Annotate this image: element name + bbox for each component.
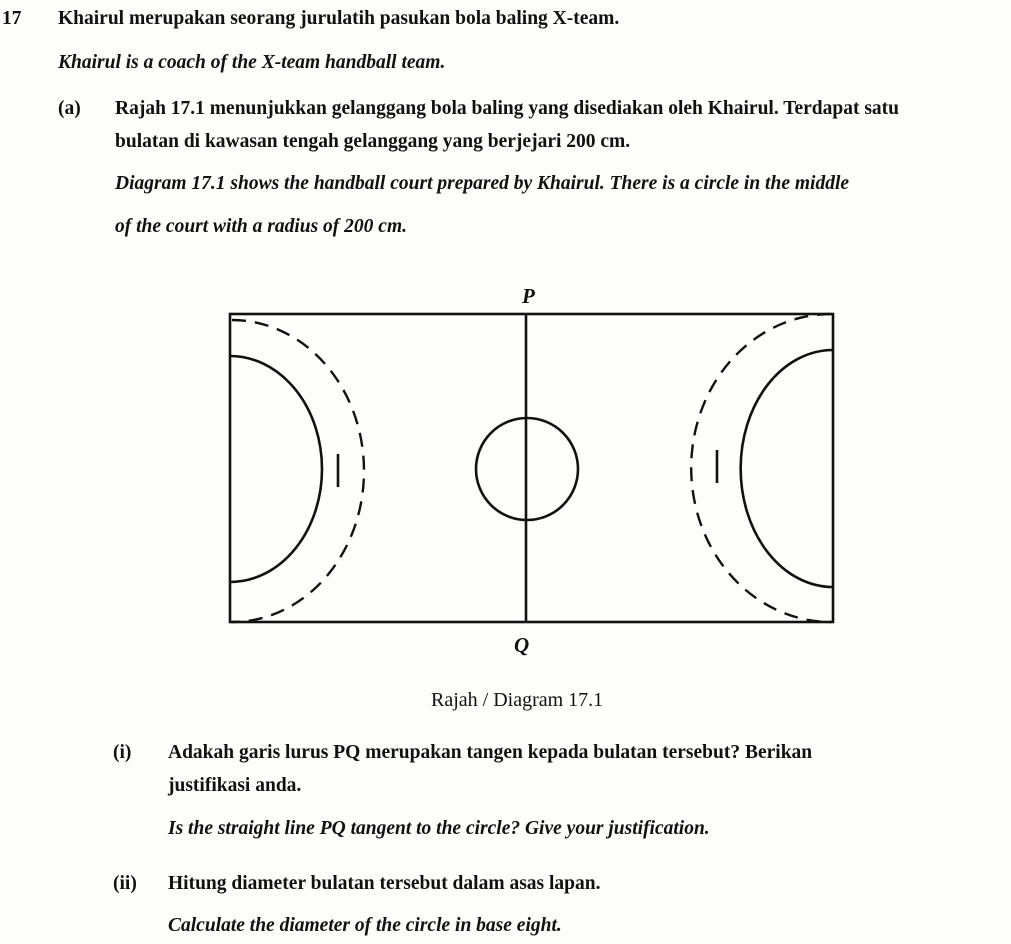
- part-i-malay-line-1: Adakah garis lurus PQ merupakan tangen kepada bulatan tersebut? Berikan: [168, 742, 813, 763]
- left-free-throw-line: [232, 320, 364, 622]
- question-number: 17: [2, 8, 22, 29]
- part-i-label: (i): [113, 742, 132, 763]
- left-goal-area-arc: [230, 356, 322, 582]
- part-ii-malay: Hitung diameter bulatan tersebut dalam asas lapan.: [168, 873, 601, 894]
- part-a-malay-line-2: bulatan di kawasan tengah gelanggang yang berjejari 200 cm.: [115, 131, 631, 152]
- point-label-q: Q: [514, 633, 530, 657]
- part-a-english-line-1: Diagram 17.1 shows the handball court prepared by Khairul. There is a circle in the middle: [115, 173, 850, 194]
- question-stem-english: Khairul is a coach of the X-team handball team.: [58, 52, 446, 73]
- part-i-english: Is the straight line PQ tangent to the circle? Give your justification.: [168, 818, 710, 839]
- part-a-malay-line-1: Rajah 17.1 menunjukkan gelanggang bola baling yang disediakan oleh Khairul. Terdapat satu: [115, 98, 900, 119]
- part-i-malay-line-2: justifikasi anda.: [168, 775, 302, 796]
- part-ii-english: Calculate the diameter of the circle in base eight.: [168, 915, 562, 936]
- point-label-p: P: [522, 284, 535, 308]
- part-ii-label: (ii): [113, 873, 137, 894]
- part-a-english-line-2: of the court with a radius of 200 cm.: [115, 216, 407, 237]
- right-goal-area-arc: [741, 350, 833, 587]
- part-a-label: (a): [58, 98, 81, 119]
- right-free-throw-line: [691, 314, 831, 622]
- diagram-caption: Rajah / Diagram 17.1: [431, 689, 604, 711]
- question-stem-malay: Khairul merupakan seorang jurulatih pasukan bola baling X-team.: [58, 8, 620, 29]
